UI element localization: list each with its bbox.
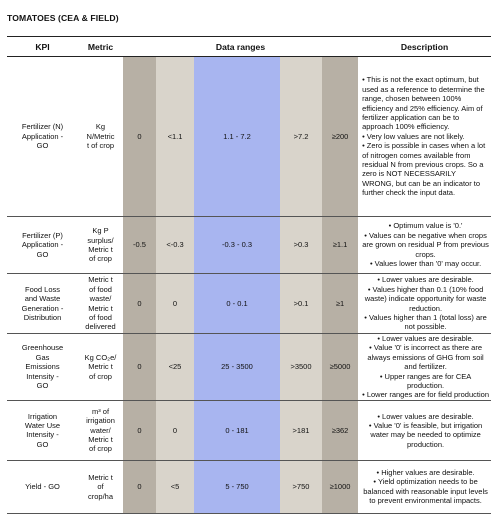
metric-cell: Metric t of food waste/ Metric t of food delivered <box>78 274 123 334</box>
range-cell-4: >0.3 <box>280 217 322 274</box>
document-title: TOMATOES (CEA & FIELD) <box>7 13 119 23</box>
header-description: Description <box>358 37 491 57</box>
table-row <box>7 334 491 401</box>
table-row <box>7 274 491 334</box>
kpi-table <box>7 36 491 514</box>
description-bullet: • This is not the exact optimum, but used as a reference to determine the range, chosen between 100% efficiency and 25% efficiency. Aim of fertilizer application can be to approach 100% efficiency. <box>362 75 485 132</box>
range-cell-2: <-0.3 <box>156 217 194 274</box>
range-cell-3: 0 - 181 <box>194 400 280 460</box>
description-cell <box>358 274 491 334</box>
metric-cell: Kg P surplus/ Metric t of crop <box>78 217 123 274</box>
range-cell-5: ≥5000 <box>322 334 358 401</box>
header-kpi: KPI <box>7 37 78 57</box>
description-bullet: • Values lower than '0' may occur. <box>369 259 482 269</box>
description-bullet: • Lower values are desirable. <box>377 334 474 343</box>
description-cell <box>358 57 491 217</box>
range-cell-1: 0 <box>123 57 156 217</box>
range-cell-4: >7.2 <box>280 57 322 217</box>
kpi-cell: Food Loss and Waste Generation - Distribution <box>7 274 78 334</box>
description-bullet: • Zero is possible in cases when a lot of nitrogen comes available from residual N from previous crops. So a zero is NOT NECESSARILY WRONG, but can be an indicator to further check the input data. <box>362 141 486 198</box>
range-cell-4: >181 <box>280 400 322 460</box>
kpi-cell: Greenhouse Gas Emissions Intensity - GO <box>7 334 78 401</box>
range-cell-3: 0 - 0.1 <box>194 274 280 334</box>
header-metric: Metric <box>78 37 123 57</box>
description-bullet: • Lower values are desirable. <box>377 411 474 421</box>
range-cell-4: >3500 <box>280 334 322 401</box>
description-bullet: • Values higher than 0.1 (10% food waste) indicate opportunity for waste reduction. <box>364 284 487 313</box>
metric-cell: Metric t of crop/ha <box>78 460 123 513</box>
kpi-cell: Irrigation Water Use Intensity - GO <box>7 400 78 460</box>
range-cell-5: ≥1.1 <box>322 217 358 274</box>
header-data-ranges: Data ranges <box>123 37 358 57</box>
metric-cell: Kg CO₂e/ Metric t of crop <box>78 334 123 401</box>
range-cell-1: 0 <box>123 274 156 334</box>
range-cell-1: -0.5 <box>123 217 156 274</box>
table-row <box>7 217 491 274</box>
description-bullet: • Upper ranges are for CEA production. <box>379 371 472 391</box>
range-cell-4: >750 <box>280 460 322 513</box>
range-cell-5: ≥200 <box>322 57 358 217</box>
range-cell-5: ≥1 <box>322 274 358 334</box>
description-bullet: • Lower ranges are for field production <box>362 390 489 400</box>
metric-cell: Kg N/Metric t of crop <box>78 57 123 217</box>
range-cell-1: 0 <box>123 400 156 460</box>
range-cell-2: 0 <box>156 274 194 334</box>
description-bullet: • Values higher than 1 (total loss) are not possible. <box>364 312 487 332</box>
metric-cell: m³ of irrigation water/ Metric t of crop <box>78 400 123 460</box>
description-bullet: • Yield optimization needs to be balanced with reasonable input levels to prevent environmental impacts. <box>363 477 488 506</box>
description-cell <box>358 460 491 513</box>
table-row <box>7 400 491 460</box>
description-cell <box>358 400 491 460</box>
description-bullet: • Value '0' is feasible, but irrigation water may be needed to optimize production. <box>368 420 483 449</box>
range-cell-2: <1.1 <box>156 57 194 217</box>
range-cell-1: 0 <box>123 334 156 401</box>
range-cell-1: 0 <box>123 460 156 513</box>
range-cell-2: <25 <box>156 334 194 401</box>
description-bullet: • Optimum value is '0.' <box>388 221 463 231</box>
description-cell <box>358 334 491 401</box>
kpi-cell: Fertilizer (P) Application - GO <box>7 217 78 274</box>
table-header-row <box>7 37 491 57</box>
range-cell-3: 1.1 - 7.2 <box>194 57 280 217</box>
description-bullet: • Higher values are desirable. <box>376 468 475 478</box>
description-cell <box>358 217 491 274</box>
range-cell-5: ≥1000 <box>322 460 358 513</box>
description-bullet: • Values can be negative when crops are grown on residual P from previous crops. <box>362 230 489 259</box>
range-cell-3: 5 - 750 <box>194 460 280 513</box>
table-row <box>7 57 491 217</box>
range-cell-2: <5 <box>156 460 194 513</box>
kpi-cell: Yield - GO <box>7 460 78 513</box>
description-bullet: • Value '0' is incorrect as there are always emissions of GHG from soil and fertilizer. <box>367 343 484 372</box>
kpi-cell: Fertilizer (N) Application - GO <box>7 57 78 217</box>
description-bullet: • Very low values are not likely. <box>362 131 465 141</box>
description-bullet: • Lower values are desirable. <box>377 275 474 285</box>
table-row <box>7 460 491 513</box>
range-cell-3: -0.3 - 0.3 <box>194 217 280 274</box>
range-cell-5: ≥362 <box>322 400 358 460</box>
range-cell-3: 25 - 3500 <box>194 334 280 401</box>
range-cell-4: >0.1 <box>280 274 322 334</box>
range-cell-2: 0 <box>156 400 194 460</box>
